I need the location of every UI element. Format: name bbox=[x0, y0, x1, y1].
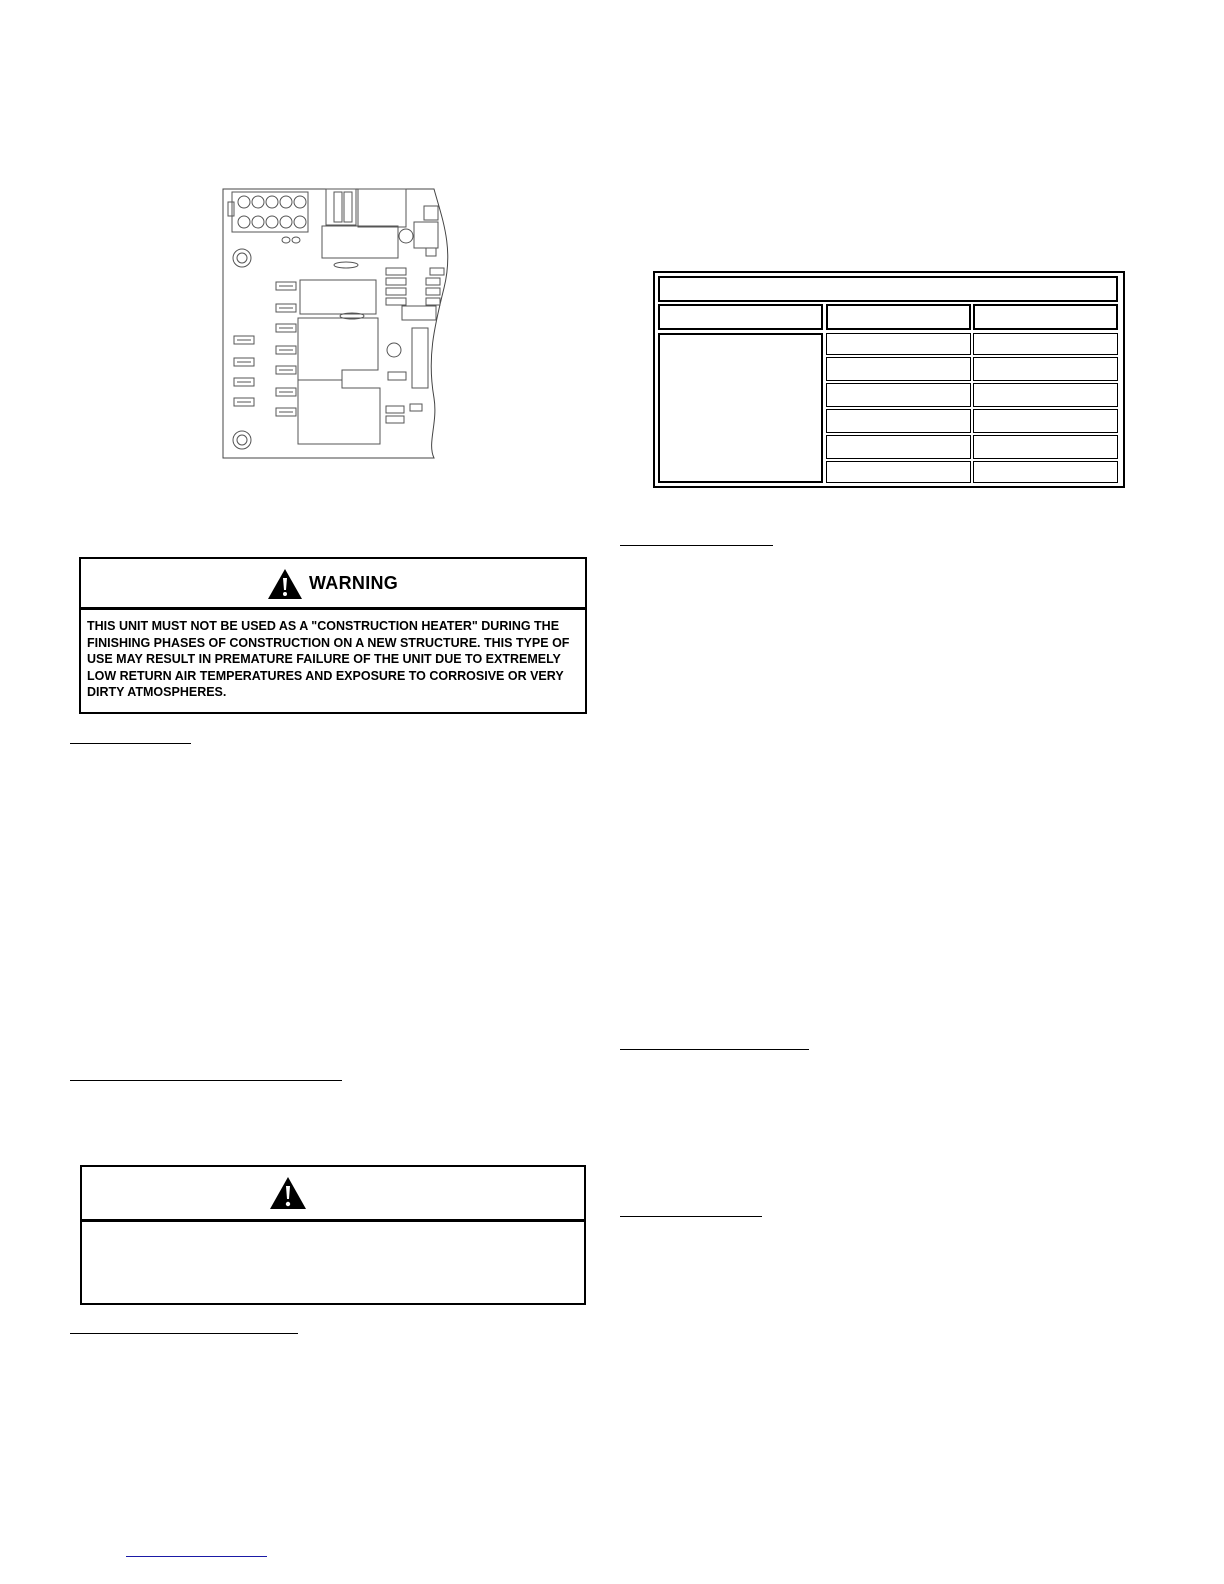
table-merged-cell bbox=[658, 333, 823, 483]
table-row bbox=[973, 461, 1118, 483]
table-row bbox=[973, 333, 1118, 355]
warning-header-2 bbox=[82, 1167, 584, 1222]
table-row bbox=[973, 383, 1118, 407]
table-header-cell-1 bbox=[658, 304, 823, 330]
table-row bbox=[973, 357, 1118, 381]
section-heading-rule bbox=[620, 1049, 809, 1050]
warning-text: THIS UNIT MUST NOT BE USED AS A "CONSTRUCTION HEATER" DURING THE FINISHING PHASES OF CONSTRUCTION ON A NEW STRUCTURE. THIS TYPE OF USE MAY RESULT IN PREMATURE FAILURE OF THE UNIT DUE TO EXTREMELY LOW RETURN AIR TEMPERATURES AND EXPOSURE TO CORROSIVE OR VERY DIRTY ATMOSPHERES. bbox=[87, 619, 570, 700]
table-row bbox=[826, 435, 971, 459]
warning-title: WARNING bbox=[309, 573, 399, 593]
control-board-diagram bbox=[222, 188, 454, 460]
section-heading-rule bbox=[70, 743, 191, 744]
warning-triangle-icon bbox=[269, 1176, 307, 1210]
warning-body-2 bbox=[82, 1222, 584, 1303]
section-heading-rule bbox=[70, 1080, 342, 1081]
spec-table bbox=[653, 271, 1125, 488]
table-row bbox=[826, 461, 971, 483]
table-title-row bbox=[658, 276, 1118, 302]
section-heading-rule bbox=[620, 545, 773, 546]
warning-header bbox=[81, 559, 585, 610]
footer-link-underline[interactable] bbox=[126, 1556, 267, 1557]
section-heading-rule bbox=[70, 1333, 298, 1334]
warning-box-2 bbox=[80, 1165, 586, 1305]
table-header-cell-3 bbox=[973, 304, 1118, 330]
warning-body bbox=[81, 610, 585, 712]
warning-box bbox=[79, 557, 587, 714]
table-row bbox=[826, 333, 971, 355]
table-row bbox=[973, 409, 1118, 433]
table-row bbox=[826, 383, 971, 407]
table-row bbox=[826, 357, 971, 381]
section-heading-rule bbox=[620, 1216, 762, 1217]
table-row bbox=[826, 409, 971, 433]
warning-triangle-icon bbox=[267, 568, 303, 600]
table-header-cell-2 bbox=[826, 304, 971, 330]
table-row bbox=[973, 435, 1118, 459]
